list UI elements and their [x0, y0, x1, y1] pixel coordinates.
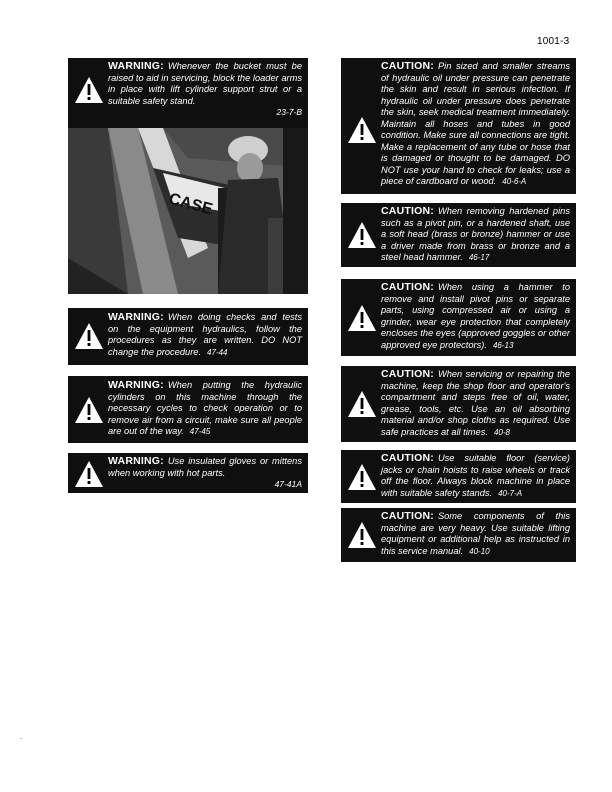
caution-text: CAUTION: When removing hardened pins such as a pivot pin, or a hardened shaft, use a soft head (brass or bronze) hammer or use a driver made from brass or bronze and a steel head hammer. 46-17 [381, 205, 570, 262]
warning-box-bucket [68, 58, 308, 128]
caution-box-hardened-pins [341, 203, 576, 267]
warning-triangle-icon [347, 116, 377, 144]
caution-box-eye-protection [341, 279, 576, 356]
caution-box-floor-jacks [341, 450, 576, 503]
warning-text: WARNING: Whenever the bucket must be raised to aid in servicing, block the loader arms in place with lift cylinder support strut or a suitable safety stand. 23-7-B [108, 60, 302, 117]
caution-box-shop-floor [341, 366, 576, 442]
warning-box-hydraulic-checks [68, 308, 308, 365]
warning-triangle-icon [347, 390, 377, 418]
svg-text:CASE: CASE [166, 190, 215, 219]
caution-box-hydraulic-oil [341, 58, 576, 194]
warning-triangle-icon [347, 221, 377, 249]
warning-text: WARNING: Use insulated gloves or mittens when working with hot parts. 47-41A [108, 455, 302, 489]
warning-triangle-icon [74, 460, 104, 488]
caution-text: CAUTION: When servicing or repairing the machine, keep the shop floor and operator's compartment and steps free of oil, water, grease, tools, etc. Use an oil absorbing material and/or shop cloths as required. Use safe practices at all times. 40-8 [381, 368, 570, 437]
page-number: 1001-3 [537, 36, 570, 47]
warning-text: WARNING: When doing checks and tests on the equipment hydraulics, follow the procedures as they are written. DO NOT change the procedure. 47-44 [108, 311, 302, 357]
warning-text: WARNING: When putting the hydraulic cylinders on this machine through the necessary cycles to check operation or to remove air from a circuit, make sure all people are out of the way. 47-45 [108, 379, 302, 436]
caution-text: CAUTION: When using a hammer to remove and install pivot pins or separate parts, using compressed air or using a grinder, wear eye protection that completely encloses the eyes (approved goggles or other approved eye protectors). 46-13 [381, 281, 570, 350]
caution-box-heavy-components [341, 508, 576, 562]
warning-triangle-icon [74, 76, 104, 104]
warning-box-cylinder-cycles [68, 376, 308, 443]
warning-box-gloves [68, 453, 308, 493]
mechanic-photo [68, 128, 308, 294]
caution-text: CAUTION: Use suitable floor (service) jacks or chain hoists to raise wheels or track off the floor. Always block machine in place with suitable safety stands. 40-7-A [381, 452, 570, 498]
warning-triangle-icon [347, 463, 377, 491]
scan-speck [20, 738, 22, 739]
warning-triangle-icon [347, 521, 377, 549]
warning-triangle-icon [347, 304, 377, 332]
caution-text: CAUTION: Pin sized and smaller streams of hydraulic oil under pressure can penetrate the skin and result in serious infection. If hydraulic oil under pressure does penetrate the skin, seek medical treatment immediately. Maintain all hoses and tubes in good condition. Make sure all connections are tight. Make a replacement of any tube or hose that is damaged or thought to be damaged. DO NOT use your hand to check for leaks; use a piece of cardboard or wood. 40-6-A [381, 60, 570, 186]
caution-text: CAUTION: Some components of this machine are very heavy. Use suitable lifting equipment or additional help as instructed in this service manual. 40-10 [381, 510, 570, 556]
warning-triangle-icon [74, 396, 104, 424]
warning-triangle-icon [74, 322, 104, 350]
